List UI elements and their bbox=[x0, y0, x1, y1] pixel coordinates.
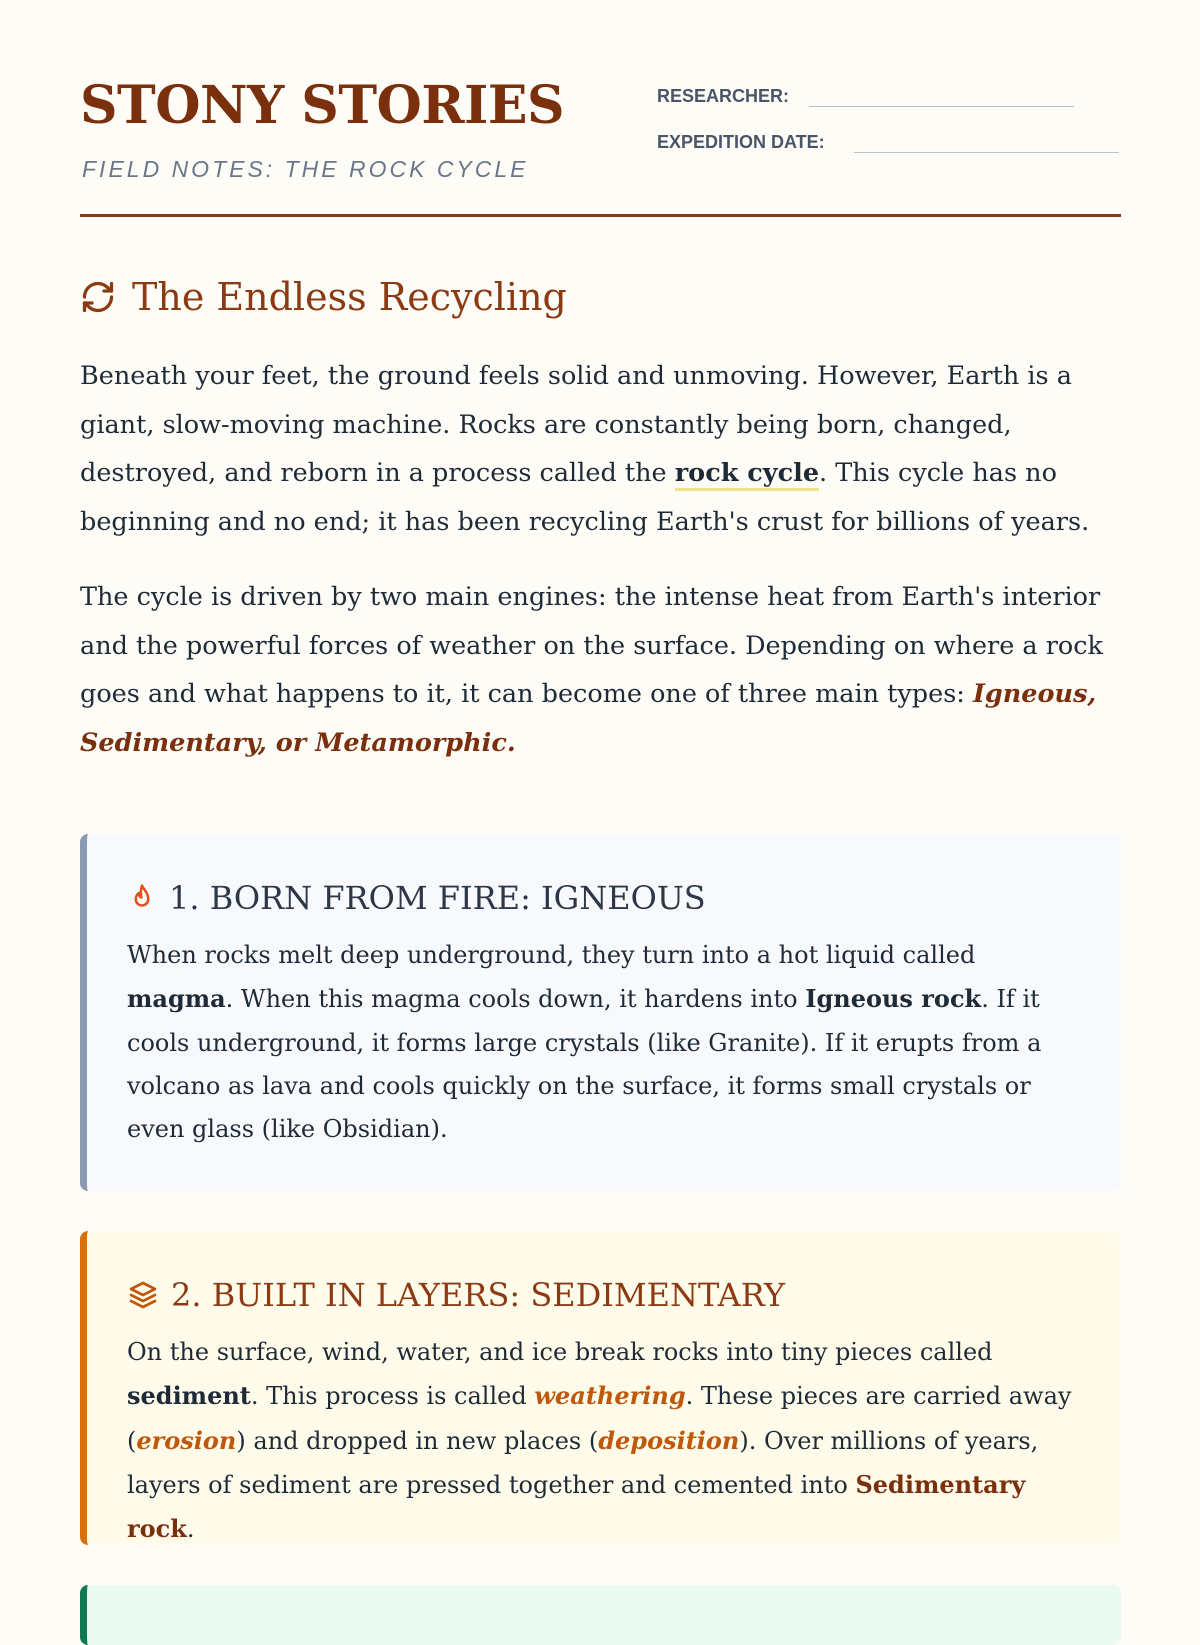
card-text: . These pieces are carried away ( bbox=[127, 1382, 1072, 1455]
researcher-label: RESEARCHER: bbox=[657, 86, 790, 106]
card-text: On the surface, wind, water, and ice break rocks into tiny pieces called bbox=[127, 1338, 993, 1366]
deposition-term: deposition bbox=[598, 1425, 740, 1455]
sedimentary-card-body bbox=[127, 1331, 1087, 1551]
expedition-date-label: EXPEDITION DATE: bbox=[657, 132, 825, 152]
erosion-term: erosion bbox=[136, 1425, 237, 1455]
recycle-icon bbox=[80, 279, 116, 315]
layers-icon bbox=[127, 1279, 159, 1311]
magma-term: magma bbox=[127, 984, 226, 1014]
expedition-date-field[interactable] bbox=[657, 132, 825, 153]
section-heading bbox=[80, 272, 567, 322]
expedition-date-blank-line[interactable] bbox=[854, 152, 1119, 153]
sedimentary-title-text: 2. BUILT IN LAYERS: SEDIMENTARY bbox=[171, 1276, 785, 1314]
section-title: The Endless Recycling bbox=[132, 275, 567, 319]
intro-paragraph-1 bbox=[80, 352, 1121, 546]
intro-text: The cycle is driven by two main engines: the intense heat from Earth's interior and the powerful forces of weather on the surface. Depending on where a rock goes and what happens to it, it can become one of three main types: bbox=[80, 582, 1104, 709]
igneous-title-text: 1. BORN FROM FIRE: IGNEOUS bbox=[169, 879, 706, 917]
flame-icon bbox=[127, 883, 157, 913]
intro-text: Beneath your feet, the ground feels solid and unmoving. However, Earth is a giant, slow-moving machine. Rocks are constantly being born, changed, destroyed, and reborn in a process called the bbox=[80, 361, 1072, 488]
sedimentary-card bbox=[80, 1231, 1121, 1545]
intro-text: . This cycle has no beginning and no end; it has been recycling Earth's crust for billions of years. bbox=[80, 458, 1090, 537]
igneous-card-title bbox=[127, 878, 706, 918]
rock-types: Igneous, Sedimentary, or Metamorphic. bbox=[80, 679, 1097, 758]
card-text: ) and dropped in new places ( bbox=[236, 1426, 599, 1455]
igneous-card-body bbox=[127, 934, 1087, 1151]
sedimentary-rock-term: Sedimentary rock bbox=[127, 1469, 1026, 1544]
weathering-term: weathering bbox=[534, 1381, 686, 1411]
metamorphic-card bbox=[80, 1585, 1121, 1645]
card-text: . When this magma cools down, it hardens into bbox=[225, 985, 806, 1014]
card-text: . This process is called bbox=[250, 1382, 535, 1411]
igneous-rock-term: Igneous rock bbox=[805, 984, 982, 1014]
intro-paragraph-2 bbox=[80, 573, 1121, 767]
igneous-card bbox=[80, 834, 1121, 1191]
page-header bbox=[80, 0, 1121, 217]
rock-cycle-term: rock cycle bbox=[675, 458, 819, 491]
sediment-term: sediment bbox=[127, 1381, 251, 1411]
researcher-field[interactable] bbox=[657, 86, 789, 107]
card-text: ). Over millions of years, layers of sediment are pressed together and cemented into bbox=[127, 1426, 1039, 1499]
field-notes-page bbox=[80, 0, 1121, 1544]
page-title: STONY STORIES bbox=[80, 75, 565, 136]
card-text: . bbox=[186, 1515, 195, 1544]
page-subtitle: FIELD NOTES: THE ROCK CYCLE bbox=[82, 156, 529, 182]
card-text: . If it cools underground, it forms large crystals (like Granite). If it erupts from a volcano as lava and cools quickly on the surface, it forms small crystals or even glass (like Obsidian). bbox=[127, 985, 1042, 1144]
card-text: When rocks melt deep underground, they turn into a hot liquid called bbox=[127, 941, 976, 969]
researcher-blank-line[interactable] bbox=[809, 106, 1074, 107]
sedimentary-card-title bbox=[127, 1275, 785, 1315]
